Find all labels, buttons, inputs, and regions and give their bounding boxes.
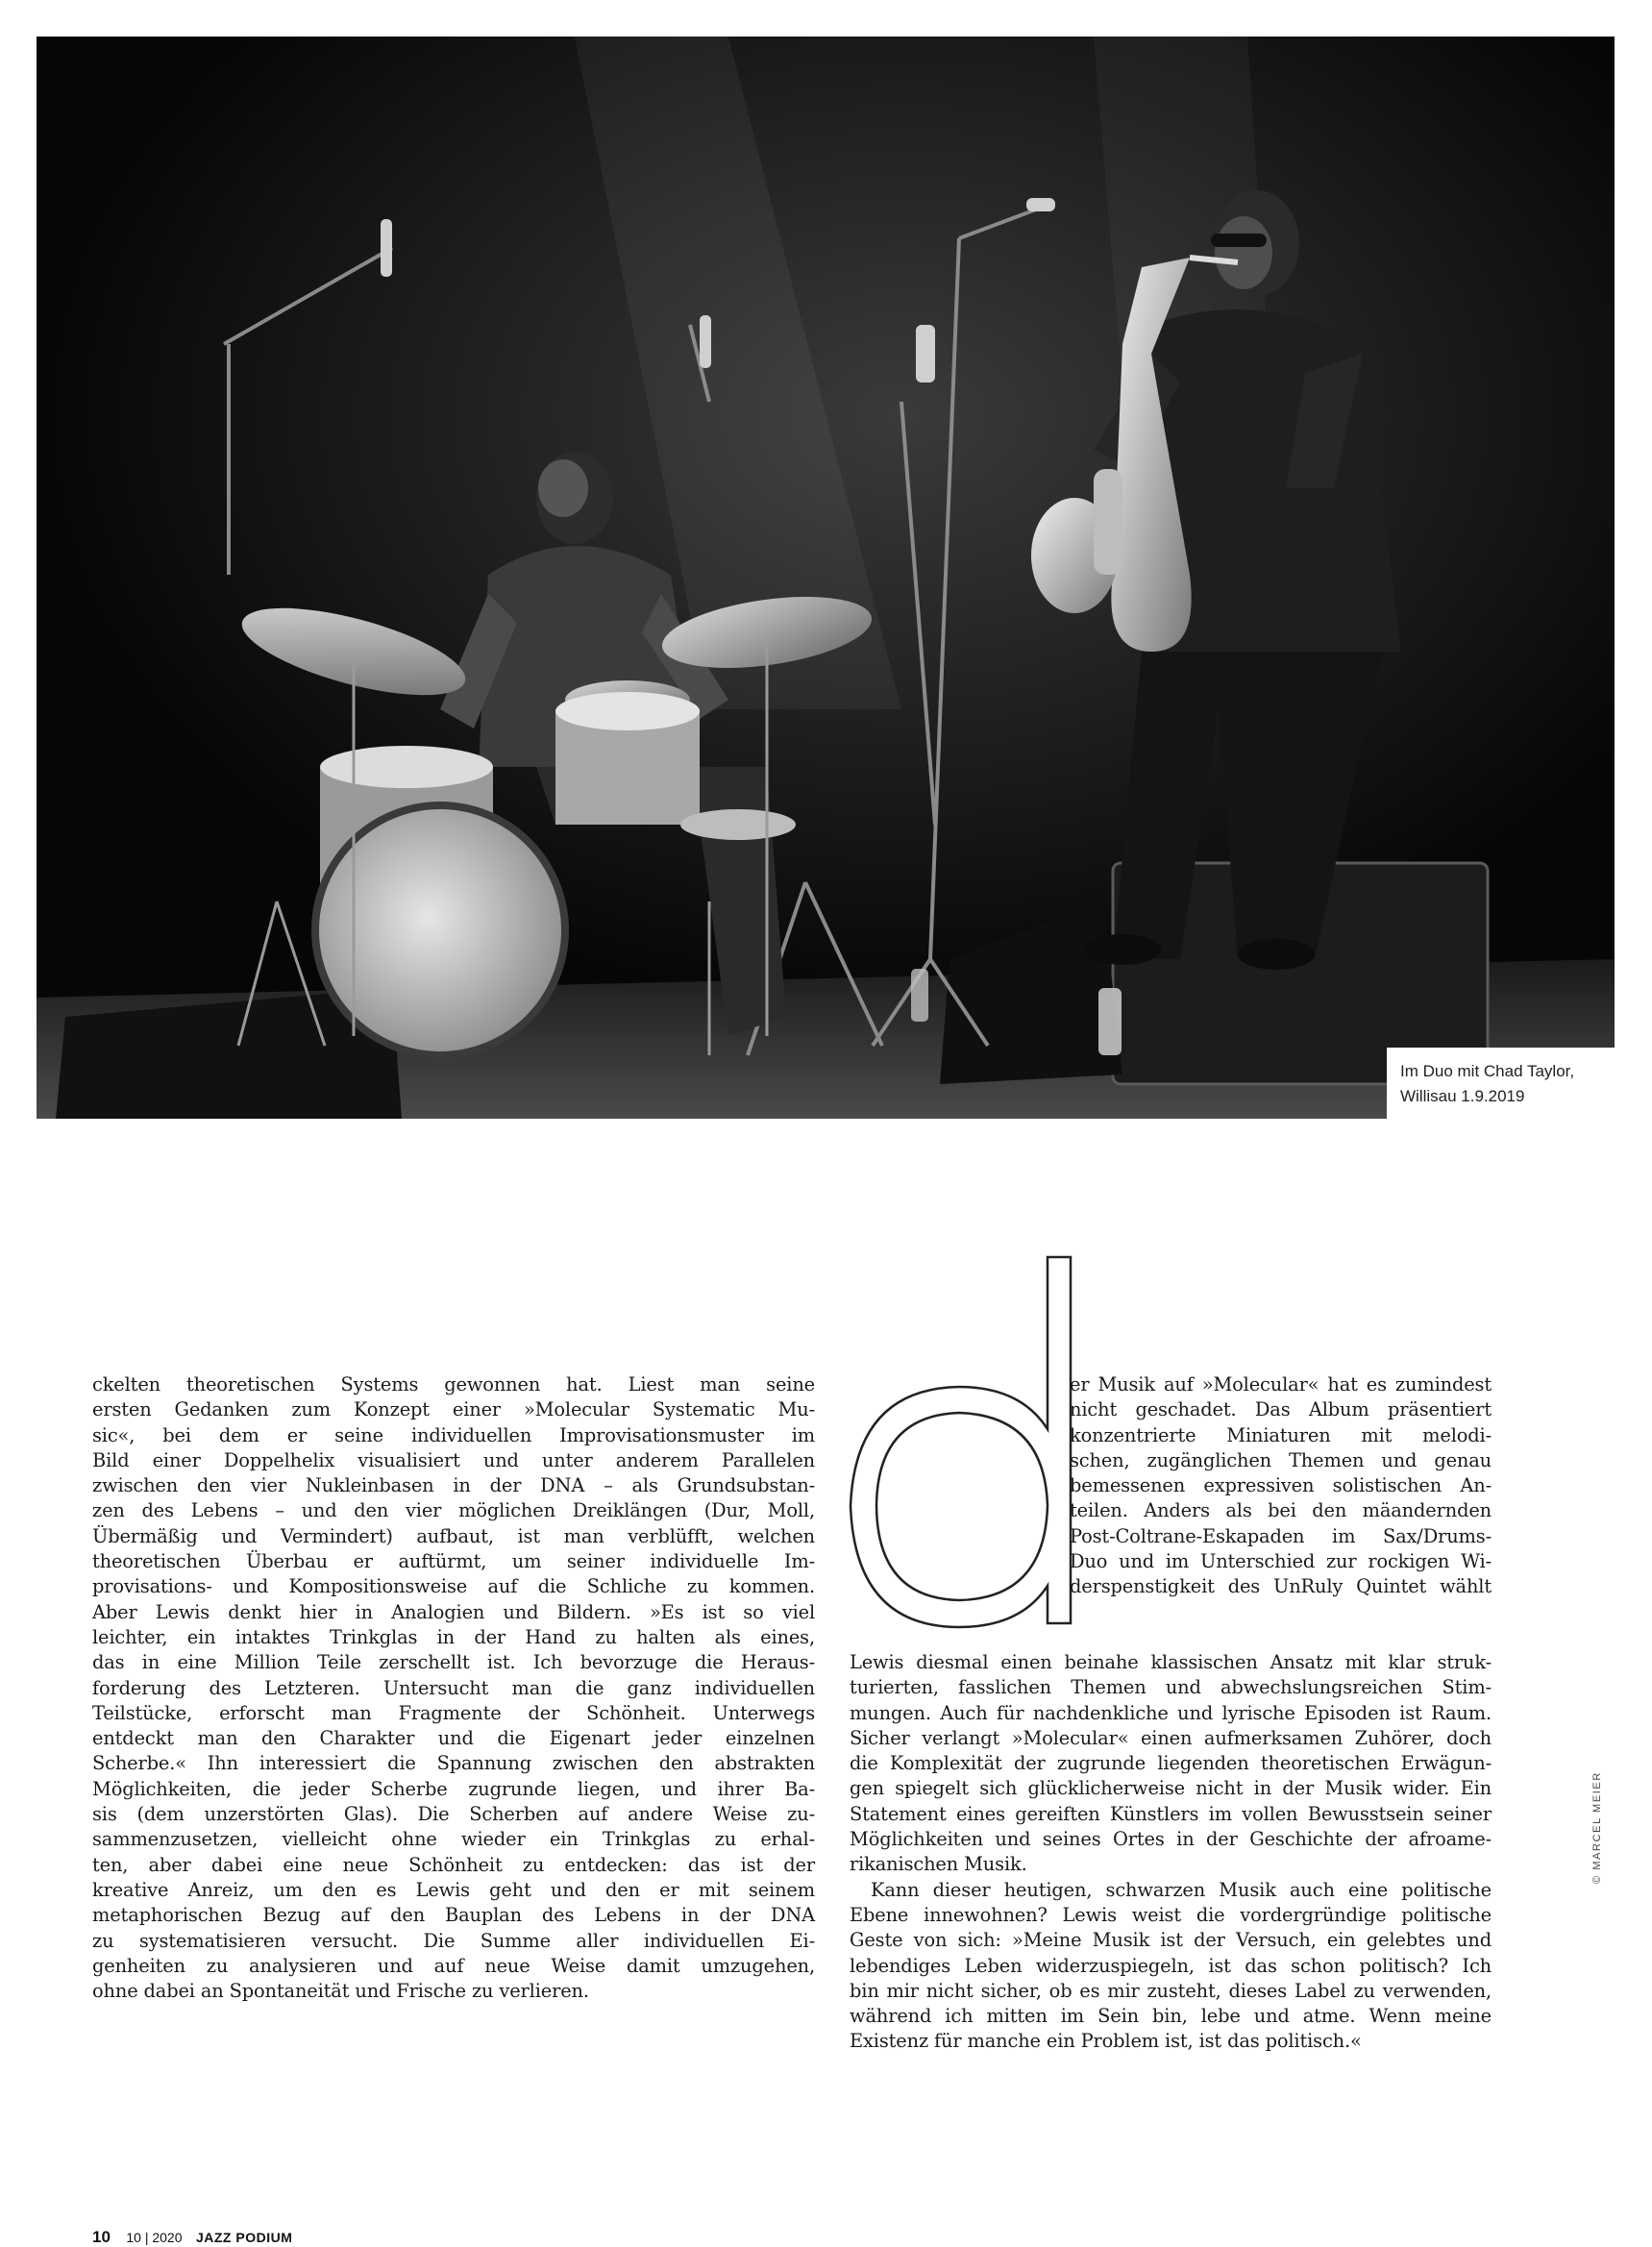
text-line: zu systematisieren versucht. Die Summe aller individuellen Ei- bbox=[92, 1929, 815, 1952]
magazine-name: JAZZ PODIUM bbox=[195, 2230, 293, 2245]
text-line: während ich mitten im Sein bin, lebe und atme. Wenn meine bbox=[850, 2005, 1492, 2028]
text-line: genheiten zu analysieren und auf neue Weise damit umzugehen, bbox=[92, 1954, 815, 1977]
text-line: Kann dieser heutigen, schwarzen Musik auch eine politische bbox=[871, 1878, 1492, 1901]
text-line: metaphorischen Bezug auf den Bauplan des Lebens in der DNA bbox=[92, 1904, 815, 1927]
text-line: kreative Anreiz, um den es Lewis geht und den er mit seinem bbox=[92, 1878, 815, 1901]
text-line: Aber Lewis denkt hier in Analogien und Bildern. »Es ist so viel bbox=[92, 1600, 815, 1623]
drop-cap bbox=[846, 1254, 1076, 1629]
text-line: gen spiegelt sich glücklicherweise nicht in der Musik wider. Ein bbox=[850, 1777, 1492, 1800]
text-line: Bild einer Doppelhelix visualisiert und unter anderem Parallelen bbox=[92, 1448, 815, 1471]
text-line: sic«, bei dem er seine individuellen Improvisationsmuster im bbox=[92, 1423, 815, 1446]
text-line: ckelten theoretischen Systems gewonnen hat. Liest man seine bbox=[92, 1373, 815, 1395]
photo-credit bbox=[1591, 1653, 1611, 1884]
text-line: die Komplexität der zugrunde liegenden theoretischen Erwägun- bbox=[850, 1752, 1492, 1775]
text-line: bin mir nicht sicher, ob es mir zusteht, dieses Label zu verwenden, bbox=[850, 1979, 1492, 2002]
text-line: Sicher verlangt »Molecular« einen aufmerksamen Zuhörer, doch bbox=[850, 1726, 1492, 1749]
text-line: theoretischen Überbau er auftürmt, um seiner individuelle Im- bbox=[92, 1550, 815, 1573]
text-line: zen des Lebens – und den vier möglichen Dreiklängen (Dur, Moll, bbox=[92, 1499, 815, 1522]
concert-photo bbox=[37, 37, 1615, 1119]
text-line: konzentrierte Miniaturen mit melodi- bbox=[1070, 1423, 1492, 1446]
text-line: sammenzusetzen, vielleicht ohne wieder ein Trinkglas zu erhal- bbox=[92, 1828, 815, 1851]
text-line: leichter, ein intaktes Trinkglas in der Hand zu halten als eines, bbox=[92, 1625, 815, 1648]
text-line: Duo und im Unterschied zur rockigen Wi- bbox=[1070, 1550, 1492, 1573]
text-line: Post-Coltrane-Eskapaden im Sax/Drums- bbox=[1070, 1524, 1492, 1547]
text-line: Übermäßig und Vermindert) aufbaut, ist man verblüfft, welchen bbox=[92, 1524, 815, 1547]
article-column-right-top bbox=[1070, 1372, 1492, 1600]
text-line: ohne dabei an Spontaneität und Frische zu verlieren. bbox=[92, 1980, 589, 2003]
text-line: forderung des Letzteren. Untersucht man die ganz individuellen bbox=[92, 1676, 815, 1699]
concert-photo-image bbox=[37, 37, 1615, 1119]
article-column-right bbox=[850, 1650, 1492, 2055]
text-line: lebendiges Leben widerzuspiegeln, ist das schon politisch? Ich bbox=[850, 1954, 1492, 1977]
drop-cap-letter-d bbox=[846, 1254, 1076, 1629]
text-line: ersten Gedanken zum Konzept einer »Molecular Systematic Mu- bbox=[92, 1398, 815, 1421]
text-line: mungen. Auch für nachdenkliche und lyrische Episoden ist Raum. bbox=[850, 1701, 1492, 1724]
photo-caption-line: Im Duo mit Chad Taylor, bbox=[1400, 1062, 1575, 1080]
page-footer bbox=[92, 2228, 292, 2246]
text-line: Teilstücke, erforscht man Fragmente der Schönheit. Unterwegs bbox=[92, 1701, 815, 1724]
text-line: zwischen den vier Nukleinbasen in der DNA – als Grundsubstan- bbox=[92, 1474, 815, 1497]
text-line: Statement eines gereiften Künstlers im vollen Bewusstsein seiner bbox=[850, 1802, 1492, 1825]
text-line: Möglichkeiten und seines Ortes in der Geschichte der afroame- bbox=[850, 1828, 1492, 1851]
text-line: derspenstigkeit des UnRuly Quintet wählt bbox=[1070, 1575, 1492, 1598]
text-line: schen, zugänglichen Themen und genau bbox=[1070, 1448, 1492, 1471]
text-line: das in eine Million Teile zerschellt ist. Ich bevorzuge die Heraus- bbox=[92, 1651, 815, 1674]
text-line: ten, aber dabei eine neue Schönheit zu entdecken: das ist der bbox=[92, 1853, 815, 1876]
photo-caption-line: Willisau 1.9.2019 bbox=[1400, 1087, 1525, 1105]
text-line: teilen. Anders als bei den mäandernden bbox=[1070, 1499, 1492, 1522]
text-line: nicht geschadet. Das Album präsentiert bbox=[1070, 1398, 1492, 1421]
text-line: Existenz für manche ein Problem ist, ist das politisch.« bbox=[850, 2030, 1362, 2053]
text-line: Möglichkeiten, die jeder Scherbe zugrunde liegen, und ihrer Ba- bbox=[92, 1777, 815, 1800]
text-line: sis (dem unzerstörten Glas). Die Scherben auf andere Weise zu- bbox=[92, 1803, 815, 1826]
text-line: er Musik auf »Molecular« hat es zumindest bbox=[1070, 1373, 1492, 1395]
text-line: turierten, fasslichen Themen und abwechslungsreichen Stim- bbox=[850, 1676, 1492, 1699]
text-line: bemessenen expressiven solistischen An- bbox=[1070, 1474, 1492, 1497]
article-column-left bbox=[92, 1372, 815, 2004]
text-line: rikanischen Musik. bbox=[850, 1853, 1027, 1876]
text-line: Geste von sich: »Meine Musik ist der Versuch, ein gelebtes und bbox=[850, 1929, 1492, 1952]
page-number: 10 bbox=[92, 2228, 111, 2246]
text-line: Scherbe.« Ihn interessiert die Spannung zwischen den abstrakten bbox=[92, 1752, 815, 1775]
text-line: provisations- und Kompositionsweise auf die Schliche zu kommen. bbox=[92, 1575, 815, 1598]
text-line: Ebene innewohnen? Lewis weist die vordergründige politische bbox=[850, 1903, 1492, 1926]
issue-label: 10 | 2020 bbox=[126, 2230, 183, 2245]
photo-credit-text: © MARCEL MEIER bbox=[1591, 1771, 1603, 1884]
photo-caption bbox=[1387, 1048, 1615, 1119]
text-line: Lewis diesmal einen beinahe klassischen Ansatz mit klar struk- bbox=[850, 1651, 1492, 1673]
text-line: entdeckt man den Charakter und die Eigenart jeder einzelnen bbox=[92, 1727, 815, 1750]
